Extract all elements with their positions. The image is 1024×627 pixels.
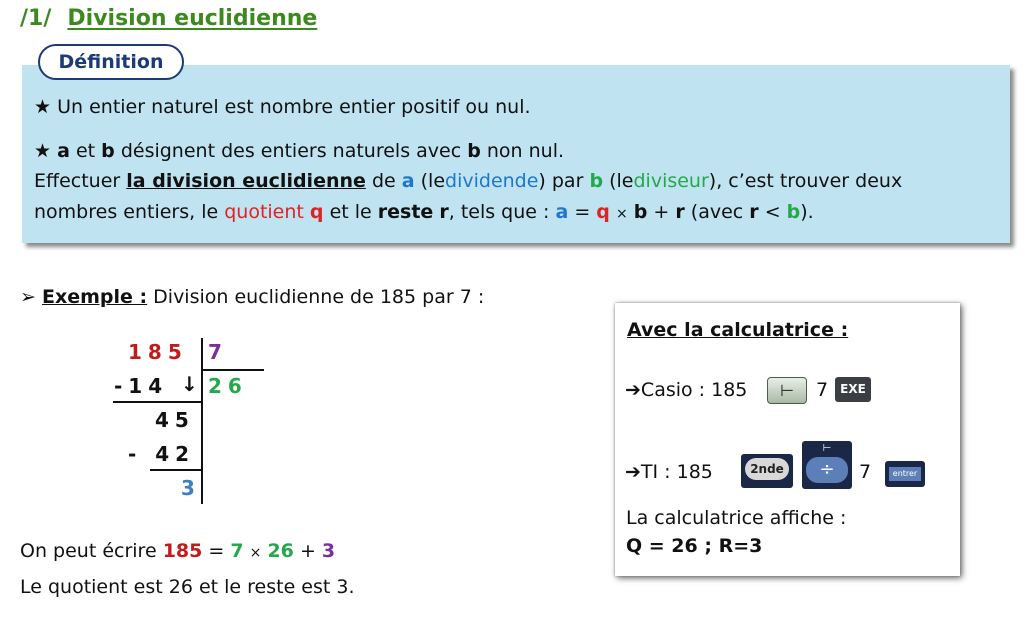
dividend: 185 <box>128 340 188 364</box>
definition-line-4: nombres entiers, le quotient q et le reste r, tels que : a = q × b + r (avec r < b). <box>34 201 814 223</box>
definition-line-3: Effectuer la division euclidienne de a (ledividende) par b (lediviseur), c’est trouver deux <box>34 170 903 192</box>
ti-entrer-key-icon: entrer <box>885 461 925 487</box>
subtraction-line-2 <box>150 469 203 471</box>
casio-exe-key-icon: EXE <box>835 377 871 402</box>
equation-line: On peut écrire 185 = 7 × 26 + 3 <box>20 540 336 562</box>
definition-line-2: ★ a et b désignent des entiers naturels avec b non nul. <box>34 140 565 162</box>
arrow-right-icon: ➔ <box>625 379 641 401</box>
definition-line-1: ★ Un entier naturel est nombre entier positif ou nul. <box>34 96 531 118</box>
section-number: /1/ <box>20 6 52 31</box>
calculator-title: Avec la calculatrice : <box>627 319 849 341</box>
subtraction-line-1 <box>113 401 203 403</box>
quotient: 26 <box>208 374 248 398</box>
example-label: Exemple : <box>41 286 148 308</box>
casio-line: ➔Casio : 185 <box>625 379 748 401</box>
down-arrow-icon: ↓ <box>181 372 198 396</box>
partial-remainder: 45 <box>155 408 195 432</box>
definition-label: Définition <box>38 44 184 80</box>
ti-seven: 7 <box>859 461 872 483</box>
star-icon: ★ <box>34 96 52 118</box>
ti-line: ➔TI : 185 <box>625 461 713 483</box>
division-vertical-bar <box>201 338 203 504</box>
arrow-bullet-icon: ➢ <box>20 286 36 308</box>
division-euclidienne-term: la division euclidienne <box>126 170 366 192</box>
calculator-result: Q = 26 ; R=3 <box>626 535 763 557</box>
calculator-box <box>615 303 960 576</box>
divisor-underline <box>201 369 264 371</box>
ti-division-key-icon: ⊢ ÷ <box>802 441 852 489</box>
example-heading <box>20 286 484 308</box>
calculator-output-label: La calculatrice affiche : <box>626 507 847 529</box>
conclusion-line: Le quotient est 26 et le reste est 3. <box>20 576 355 598</box>
arrow-right-icon: ➔ <box>625 461 641 483</box>
casio-division-key-icon: ⊢ <box>767 377 807 404</box>
divisor: 7 <box>208 340 228 364</box>
ti-2nde-key-icon: 2nde <box>741 454 793 488</box>
subtraction-2: - 42 <box>128 442 196 466</box>
star-icon: ★ <box>34 140 52 162</box>
remainder: 3 <box>181 476 201 500</box>
section-title <box>20 6 317 31</box>
subtraction-1: -14 <box>114 374 169 398</box>
casio-seven: 7 <box>816 379 829 401</box>
section-heading: Division euclidienne <box>67 6 318 31</box>
example-text: Division euclidienne de 185 par 7 : <box>153 286 485 308</box>
